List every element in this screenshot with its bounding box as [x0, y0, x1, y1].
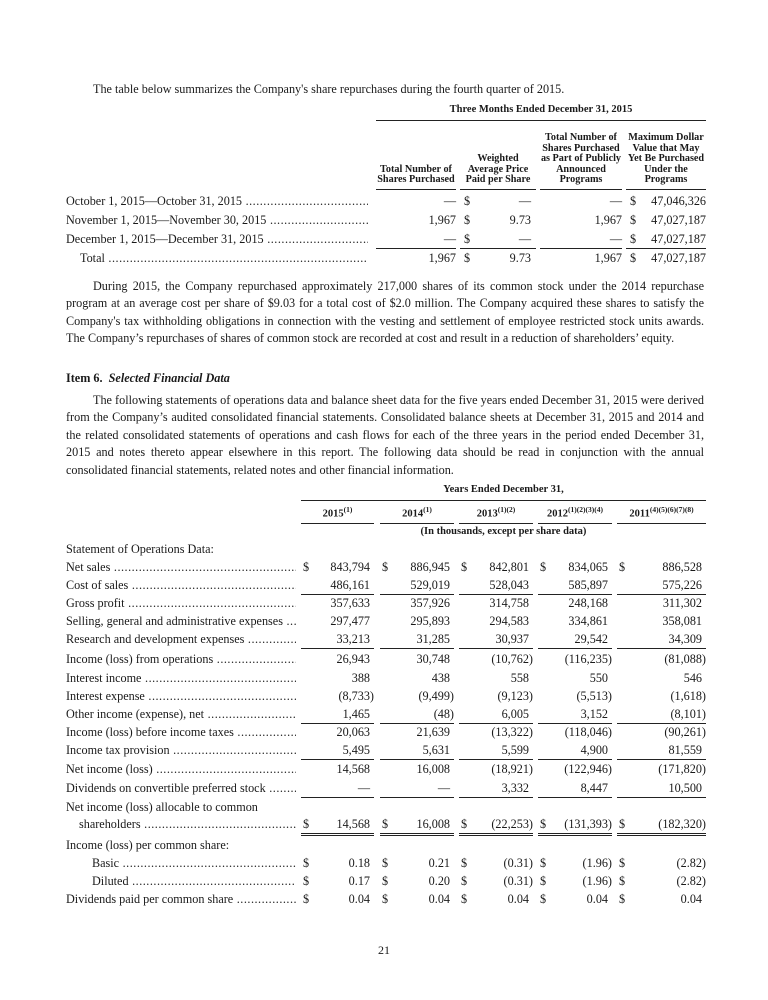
currency-symbol: $	[382, 892, 389, 906]
cell-value: 248,168	[568, 596, 608, 610]
cell-value: 30,748	[416, 652, 450, 666]
cell-value: 886,528	[662, 560, 702, 574]
cell-value: 295,893	[410, 614, 450, 628]
table-row	[66, 741, 706, 759]
year-label: 2015	[322, 508, 344, 520]
cell-value: 834,065	[568, 560, 608, 574]
cell-value: 311,302	[662, 596, 702, 610]
item6-paragraph: The following statements of operations data and balance sheet data for the five years ended December 31, 2015 were derived from the Company’s audited consolidated financial statements. Consolidated balance sheets at December 31, 2015 and 2014 and the related consolidated statements of operations and cash flows for each of the three years in the period ended December 31, 2015 and notes thereto appear elsewhere in this report. The following data should be read in conjunction with the annual consolidated financial statements, related notes and other financial information.	[66, 393, 704, 477]
cell-value: 0.20	[428, 874, 450, 888]
row-label: Income (loss) before income taxes .....	[66, 723, 296, 741]
cell-value: 546	[683, 671, 702, 685]
year-label: 2013	[476, 508, 498, 520]
currency-symbol: $	[382, 856, 389, 870]
currency-symbol: $	[630, 251, 637, 265]
row-label: Dividends paid per common share .....	[66, 890, 296, 908]
financial-table-subtitle: (In thousands, except per share data)	[420, 526, 587, 537]
table-row	[66, 192, 706, 210]
row-label-line1: Net income (loss) allocable to common	[66, 800, 258, 814]
divider	[376, 248, 456, 249]
cell-value: 26,943	[336, 652, 370, 666]
cell-shares: —	[443, 232, 456, 246]
cell-value: (1.96)	[582, 856, 612, 870]
currency-symbol: $	[540, 560, 547, 574]
row-label: Diluted .....	[92, 872, 296, 890]
cell-value: (48)	[433, 707, 454, 721]
year-header	[380, 505, 454, 520]
currency-symbol: $	[540, 874, 547, 888]
table-row	[66, 630, 706, 648]
divider	[301, 648, 374, 649]
currency-symbol: $	[630, 194, 637, 208]
cell-value: 20,063	[336, 725, 370, 739]
row-label: Interest expense .....	[66, 687, 296, 705]
row-label: Cost of sales .....	[66, 576, 296, 594]
cell-program-shares: 1,967	[594, 213, 622, 227]
currency-symbol: $	[303, 874, 310, 888]
year-header	[617, 505, 706, 520]
col-header-text: Maximum Dollar Value that May Yet Be Purchased Under the Programs	[627, 132, 705, 186]
table-row-total	[66, 249, 706, 267]
divider	[301, 500, 706, 501]
row-label: Interest income .....	[66, 669, 296, 687]
col-header-max-value	[626, 124, 706, 186]
table-row	[66, 687, 706, 705]
divider	[376, 189, 456, 190]
cell-value: 31,285	[416, 632, 450, 646]
cell-value: 0.04	[428, 892, 450, 906]
item6-number: Item 6.	[66, 371, 103, 385]
cell-value: 357,926	[410, 596, 450, 610]
cell-value: (5,513)	[576, 689, 612, 703]
row-label: Income (loss) from operations .....	[66, 650, 296, 668]
row-label: Income tax provision .....	[66, 741, 296, 759]
table-row	[66, 230, 706, 248]
currency-symbol: $	[461, 874, 468, 888]
cell-value: 550	[589, 671, 608, 685]
cell-value: 34,309	[668, 632, 702, 646]
footnote-ref: (1)	[423, 505, 432, 514]
divider	[460, 189, 536, 190]
cell-value: 3,152	[580, 707, 608, 721]
table-row	[66, 669, 706, 687]
cell-value: 528,043	[489, 578, 529, 592]
table-row	[66, 211, 706, 229]
divider	[538, 523, 612, 524]
currency-symbol: $	[464, 232, 471, 246]
cell-shares: 1,967	[428, 213, 456, 227]
currency-symbol: $	[619, 856, 626, 870]
cell-value: 575,226	[662, 578, 702, 592]
cell-max-value: 47,027,187	[651, 232, 706, 246]
cell-value: 438	[431, 671, 450, 685]
cell-value: 4,900	[580, 743, 608, 757]
currency-symbol: $	[461, 560, 468, 574]
currency-symbol: $	[619, 817, 626, 831]
cell-value: 388	[351, 671, 370, 685]
table-row	[66, 890, 706, 908]
section-label: Statement of Operations Data:	[66, 542, 214, 556]
currency-symbol: $	[303, 560, 310, 574]
cell-value: (0.31)	[503, 856, 533, 870]
cell-value: —	[437, 781, 450, 795]
cell-value: 3,332	[501, 781, 529, 795]
cell-value: (1,618)	[670, 689, 706, 703]
table-row	[66, 705, 706, 723]
cell-value: 842,801	[489, 560, 529, 574]
cell-value: 5,599	[501, 743, 529, 757]
cell-value: (118,046)	[564, 725, 612, 739]
currency-symbol: $	[540, 817, 547, 831]
row-label: Gross profit .....	[66, 594, 296, 612]
cell-value: (8,101)	[670, 707, 706, 721]
table-row	[66, 760, 706, 778]
page-number: 21	[378, 943, 390, 957]
cell-value: (81,088)	[664, 652, 706, 666]
currency-symbol: $	[461, 856, 468, 870]
item6-heading	[66, 370, 704, 387]
item6-title: Selected Financial Data	[108, 371, 230, 385]
row-label: October 1, 2015—October 31, 2015 .....	[66, 192, 368, 210]
cell-shares: 1,967	[428, 251, 456, 265]
cell-value: (182,320)	[658, 817, 706, 831]
cell-value: (8,733)	[338, 689, 374, 703]
cell-value: 0.18	[348, 856, 370, 870]
divider	[380, 648, 454, 649]
currency-symbol: $	[303, 892, 310, 906]
cell-value: 294,583	[489, 614, 529, 628]
cell-value: (2.82)	[676, 874, 706, 888]
cell-value: 1,465	[342, 707, 370, 721]
divider	[376, 120, 706, 121]
currency-symbol: $	[461, 892, 468, 906]
cell-value: 297,477	[330, 614, 370, 628]
currency-symbol: $	[619, 892, 626, 906]
cell-value: (131,393)	[564, 817, 612, 831]
cell-value: 314,758	[489, 596, 529, 610]
cell-value: 843,794	[330, 560, 370, 574]
row-label: Selling, general and administrative expenses .....	[66, 612, 296, 630]
cell-value: (18,921)	[491, 762, 533, 776]
row-label: Net income (loss) .....	[66, 760, 296, 778]
col-header-text: Total Number of Shares Purchased as Part of Publicly Announced Programs	[540, 132, 622, 186]
currency-symbol: $	[619, 560, 626, 574]
cell-value: 5,495	[342, 743, 370, 757]
footnote-ref: (1)(2)(3)(4)	[568, 505, 603, 514]
currency-symbol: $	[464, 194, 471, 208]
col-header-avg-price	[460, 124, 536, 186]
divider	[459, 648, 533, 649]
table-row	[66, 612, 706, 630]
cell-price: —	[518, 232, 531, 246]
table-row	[66, 854, 706, 872]
divider	[380, 523, 454, 524]
intro-text: The table below summarizes the Company's share repurchases during the fourth quarter of 2015.	[93, 82, 565, 96]
currency-symbol: $	[464, 213, 471, 227]
col-header-text: Total Number of Shares Purchased	[377, 163, 455, 186]
table-row	[66, 872, 706, 890]
divider	[626, 248, 706, 249]
cell-program-shares: —	[609, 232, 622, 246]
col-header-total-shares	[376, 124, 456, 186]
table-row	[66, 650, 706, 668]
footnote-ref: (4)(5)(6)(7)(8)	[649, 505, 694, 514]
cell-max-value: 47,027,187	[651, 251, 706, 265]
cell-value: 16,008	[416, 762, 450, 776]
cell-value: 0.04	[680, 892, 702, 906]
cell-program-shares: 1,967	[594, 251, 622, 265]
cell-value: 585,897	[568, 578, 608, 592]
footnote-ref: (1)(2)	[497, 505, 516, 514]
year-label: 2014	[402, 508, 424, 520]
cell-value: 0.17	[348, 874, 370, 888]
repurchase-paragraph: During 2015, the Company repurchased approximately 217,000 shares of its common stock under the 2014 repurchase program at an average cost per share of $9.03 for a total cost of $2.0 million. The Company acquired these shares to satisfy the Company's tax withholding obligations in connection with the vesting and settlement of employee restricted stock units awards. The Company’s repurchases of shares of common stock are recorded at cost and result in a reduction of shareholders’ equity.	[66, 279, 704, 346]
cell-value: —	[357, 781, 370, 795]
divider	[538, 648, 612, 649]
cell-value: 5,631	[422, 743, 450, 757]
table-row	[66, 594, 706, 612]
row-label: Research and development expenses .....	[66, 630, 296, 648]
cell-value: 0.04	[507, 892, 529, 906]
col-header-text: Weighted Average Price Paid per Share	[465, 153, 531, 186]
cell-value: 21,639	[416, 725, 450, 739]
cell-value: (22,253)	[491, 817, 533, 831]
divider	[301, 523, 374, 524]
subsection-label: Income (loss) per common share:	[66, 838, 230, 852]
cell-value: (116,235)	[564, 652, 612, 666]
row-label: shareholders .....	[79, 815, 296, 833]
row-label: Total .....	[80, 249, 368, 267]
row-label: Other income (expense), net .....	[66, 705, 296, 723]
cell-value: 6,005	[501, 707, 529, 721]
cell-value: 558	[510, 671, 529, 685]
row-label: Net sales .....	[66, 558, 296, 576]
divider	[540, 248, 622, 249]
cell-value: (122,946)	[564, 762, 612, 776]
cell-price: 9.73	[509, 213, 531, 227]
currency-symbol: $	[540, 892, 547, 906]
cell-value: 529,019	[410, 578, 450, 592]
cell-value: 0.04	[586, 892, 608, 906]
divider	[617, 648, 706, 649]
divider	[617, 797, 706, 798]
cell-max-value: 47,046,326	[651, 194, 706, 208]
year-header	[538, 505, 612, 520]
table-row	[66, 576, 706, 594]
cell-value: 357,633	[330, 596, 370, 610]
cell-price: 9.73	[509, 251, 531, 265]
footnote-ref: (1)	[343, 505, 353, 514]
divider	[459, 797, 533, 798]
cell-value: 16,008	[416, 817, 450, 831]
cell-program-shares: —	[609, 194, 622, 208]
row-label: Basic .....	[92, 854, 296, 872]
year-label: 2012	[547, 508, 568, 520]
cell-value: (0.31)	[503, 874, 533, 888]
divider	[540, 189, 622, 190]
cell-value: 81,559	[668, 743, 702, 757]
currency-symbol: $	[382, 874, 389, 888]
cell-shares: —	[443, 194, 456, 208]
cell-value: 14,568	[336, 762, 370, 776]
cell-value: 334,861	[568, 614, 608, 628]
table-row	[66, 815, 706, 833]
currency-symbol: $	[540, 856, 547, 870]
cell-value: (90,261)	[664, 725, 706, 739]
divider	[626, 189, 706, 190]
divider	[460, 248, 536, 249]
cell-value: 8,447	[580, 781, 608, 795]
currency-symbol: $	[382, 817, 389, 831]
cell-value: (9,123)	[497, 689, 533, 703]
divider	[301, 797, 374, 798]
table-row	[66, 779, 706, 797]
col-header-program-shares	[540, 124, 622, 186]
cell-value: 0.04	[348, 892, 370, 906]
cell-value: 33,213	[336, 632, 370, 646]
table-row	[66, 558, 706, 576]
cell-value: (2.82)	[676, 856, 706, 870]
cell-value: (171,820)	[658, 762, 706, 776]
currency-symbol: $	[464, 251, 471, 265]
cell-value: (10,762)	[491, 652, 533, 666]
repurchase-table-title: Three Months Ended December 31, 2015	[449, 104, 633, 115]
cell-value: 30,937	[495, 632, 529, 646]
cell-value: 486,161	[330, 578, 370, 592]
row-label: Dividends on convertible preferred stock .....	[66, 779, 296, 797]
currency-symbol: $	[630, 232, 637, 246]
financial-table-title: Years Ended December 31,	[443, 484, 564, 495]
divider	[617, 523, 706, 524]
row-label: December 1, 2015—December 31, 2015 .....	[66, 230, 368, 248]
cell-value: 14,568	[336, 817, 370, 831]
divider	[380, 797, 454, 798]
cell-value: (13,322)	[491, 725, 533, 739]
currency-symbol: $	[630, 213, 637, 227]
cell-max-value: 47,027,187	[651, 213, 706, 227]
cell-value: (9,499)	[418, 689, 454, 703]
year-header	[459, 505, 533, 520]
currency-symbol: $	[461, 817, 468, 831]
currency-symbol: $	[303, 817, 310, 831]
cell-value: 10,500	[668, 781, 702, 795]
currency-symbol: $	[303, 856, 310, 870]
year-label: 2011	[629, 508, 650, 520]
divider	[459, 523, 533, 524]
row-label: November 1, 2015—November 30, 2015 .....	[66, 211, 368, 229]
year-header	[301, 505, 374, 520]
cell-price: —	[518, 194, 531, 208]
divider	[538, 797, 612, 798]
currency-symbol: $	[382, 560, 389, 574]
cell-value: 0.21	[428, 856, 450, 870]
cell-value: (1.96)	[582, 874, 612, 888]
cell-value: 886,945	[410, 560, 450, 574]
cell-value: 358,081	[662, 614, 702, 628]
table-row	[66, 723, 706, 741]
cell-value: 29,542	[574, 632, 608, 646]
currency-symbol: $	[619, 874, 626, 888]
